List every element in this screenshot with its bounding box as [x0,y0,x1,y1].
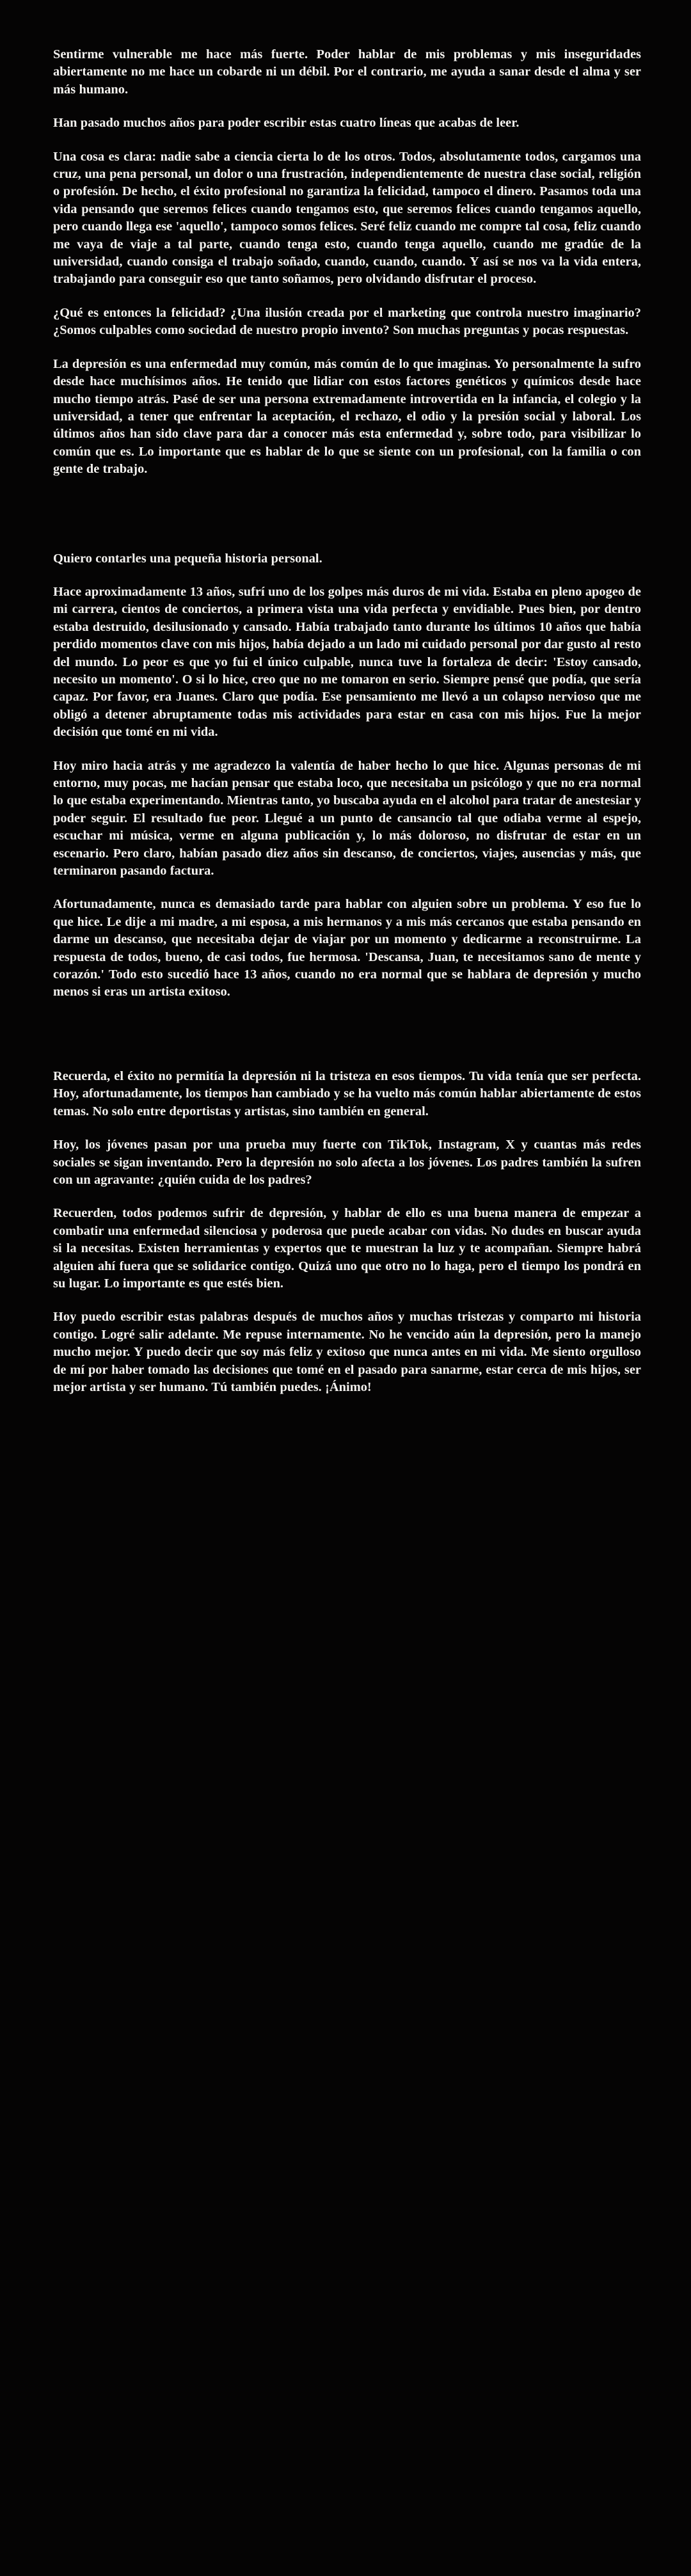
paragraph: Quiero contarles una pequeña historia personal. [53,551,322,566]
paragraph: La depresión es una enfermedad muy común, más común de lo que imaginas. Yo personalmente la sufro desde hace muchísimos años. He tenido que lidiar con estos factores genéticos y químicos desde hace mucho tiempo atrás. Pasé de ser una persona extremadamente introvertida en la infancia, el colegio y la universidad, a tener que enfrentar la aceptación, el rechazo, el odio y la presión social y laboral. Los últimos años han sido clave para dar a conocer más esta enfermedad y, sobre todo, para visibilizar lo común que es. Lo importante que es hablar de lo que se siente con un profesional, con la familia o con gente de trabajo. [53,356,641,477]
paragraph: Una cosa es clara: nadie sabe a ciencia cierta lo de los otros. Todos, absolutamente todos, cargamos una cruz, una pena personal, un dolor o una frustración, independientemente de nuestra clase social, religión o profesión. De hecho, el éxito profesional no garantiza la felicidad, tampoco el dinero. Pasamos toda una vida pensando que seremos felices cuando tengamos esto, que seremos felices cuando tengamos aquello, pero cuando llega ese 'aquello', tampoco somos felices. Seré feliz cuando me compre tal cosa, feliz cuando me vaya de viaje a tal parte, cuando tenga esto, cuando tenga aquello, cuando me gradúe de la universidad, cuando consiga el trabajo soñado, cuando, cuando, cuando. Y así se nos va la vida entera, trabajando para conseguir eso que tanto soñamos, pero olvidando disfrutar el proceso. [53,149,641,287]
paragraph: Sentirme vulnerable me hace más fuerte. Poder hablar de mis problemas y mis inseguridades abiertamente no me hace un cobarde ni un débil. Por el contrario, me ayuda a sanar desde el alma y ser más humano. [53,47,641,97]
letter-section-2 [53,550,641,1001]
paragraph: ¿Qué es entonces la felicidad? ¿Una ilusión creada por el marketing que controla nuestro imaginario? ¿Somos culpables como sociedad de nuestro propio invento? Son muchas preguntas y pocas respuestas. [53,305,641,338]
paragraph: Hoy puedo escribir estas palabras después de muchos años y muchas tristezas y comparto mi historia contigo. Logré salir adelante. Me repuse internamente. No he vencido aún la depresión, pero la manejo mucho mejor. Y puedo decir que soy más feliz y exitoso que nunca antes en mi vida. Me siento orgulloso de mí por haber tomado las decisiones que tomé en el pasado para sanarme, estar cerca de mis hijos, ser mejor artista y ser humano. Tú también puedes. ¡Ánimo! [53,1310,641,1394]
paragraph: Recuerden, todos podemos sufrir de depresión, y hablar de ello es una buena manera de empezar a combatir una enfermedad silenciosa y poderosa que puede acabar con vidas. No dudes en buscar ayuda si la necesitas. Existen herramientas y expertos que te muestran la luz y te acompañan. Siempre habrá alguien ahí fuera que se solidarice contigo. Quizá uno que otro no lo haga, pero el tiempo los pondrá en su lugar. Lo importante es que estés bien. [53,1206,641,1291]
section-divider-spacer [53,479,641,550]
paragraph: Hoy, los jóvenes pasan por una prueba muy fuerte con TikTok, Instagram, X y cuantas más redes sociales se sigan inventando. Pero la depresión no solo afecta a los jóvenes. Los padres también la sufren con un agravante: ¿quién cuida de los padres? [53,1138,641,1187]
section-divider-spacer [53,1001,641,1068]
paragraph: Hace aproximadamente 13 años, sufrí uno de los golpes más duros de mi vida. Estaba en pleno apogeo de mi carrera, cientos de conciertos, a primera vista una vida perfecta y envidiable. Pues bien, por dentro estaba destruido, desilusionado y cansado. Había trabajado tanto durante los últimos 10 años que había perdido momentos clave con mis hijos, había dejado a un lado mi cuidado personal por dar gusto al resto del mundo. Lo peor es que yo fui el único culpable, nunca tuve la fortaleza de decir: 'Estoy cansado, necesito un momento'. O si lo hice, creo que no me tomaron en serio. Siempre pensé que podía, que sería capaz. Por favor, era Juanes. Claro que podía. Ese pensamiento me llevó a un colapso nervioso que me obligó a detener abruptamente todas mis actividades para estar en casa con mis hijos. Fue la mejor decisión que tomé en mi vida. [53,584,641,740]
paragraph: Recuerda, el éxito no permitía la depresión ni la tristeza en esos tiempos. Tu vida tenía que ser perfecta. Hoy, afortunadamente, los tiempos han cambiado y se ha vuelto más común hablar abiertamente de estos temas. No solo entre deportistas y artistas, sino también en general. [53,1069,641,1118]
paragraph: Afortunadamente, nunca es demasiado tarde para hablar con alguien sobre un problema. Y eso fue lo que hice. Le dije a mi madre, a mi esposa, a mis hermanos y a mis más cercanos que estaba pensando en darme un descanso, que necesitaba dejar de viajar por un momento y dedicarme a reconstruirme. La respuesta de todos, bueno, de casi todos, fue hermosa. 'Descansa, Juan, te necesitamos sano de mente y corazón.' Todo esto sucedió hace 13 años, cuando no era normal que se hablara de depresión y mucho menos si eras un artista exitoso. [53,897,641,999]
paragraph: Han pasado muchos años para poder escribir estas cuatro líneas que acabas de leer. [53,116,520,131]
paragraph: Hoy miro hacia atrás y me agradezco la valentía de haber hecho lo que hice. Algunas personas de mi entorno, muy pocas, me hacían pensar que estaba loco, que necesitaba un psicólogo y que no era normal lo que estaba experimentando. Mientras tanto, yo buscaba ayuda en el alcohol para tratar de anestesiar y poder seguir. El resultado fue peor. Llegué a un punto de cansancio tal que odiaba verme al espejo, escuchar mi música, verme en alguna publicación y, lo más doloroso, no disfrutar de estar en un escenario. Pero claro, habían pasado diez años sin descanso, de conciertos, viajes, ausencias y más, que terminaron pasando factura. [53,758,641,879]
letter-section-1 [53,46,641,479]
letter-section-3 [53,1068,641,1397]
